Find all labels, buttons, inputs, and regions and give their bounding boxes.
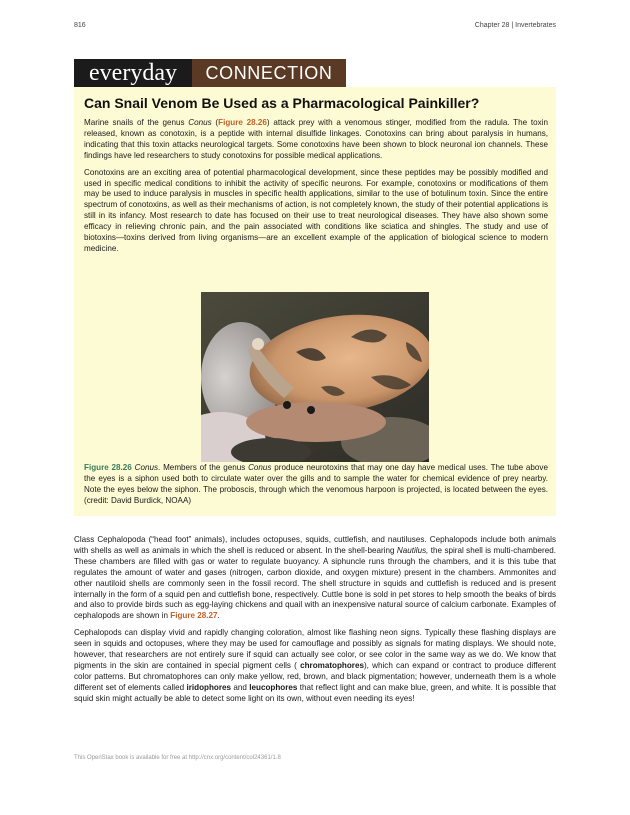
term-iridophores: iridophores bbox=[186, 682, 232, 692]
text-run: that reflect light and can make blue, green, and white. It is possible that squid skin might actually be able to detect some light on its own, without even needing its eyes! bbox=[74, 682, 556, 703]
term-chromatophores: chromatophores bbox=[300, 660, 364, 670]
snail-illustration bbox=[201, 292, 429, 462]
figure-caption bbox=[84, 463, 548, 507]
text-run: Marine snails of the genus bbox=[84, 118, 189, 127]
text-run: and bbox=[231, 682, 250, 692]
feature-paragraph-1 bbox=[84, 118, 548, 162]
main-text bbox=[74, 535, 556, 711]
main-paragraph-1 bbox=[74, 535, 556, 622]
chapter-title: Chapter 28 | Invertebrates bbox=[474, 22, 556, 29]
text-run: the spiral shell is multi-chambered. These chambers are filled with gas or water to regulate buoyancy. A siphuncle runs through the chambers, and it is this tube that regulates the amount of water and gases (nitrogen, carbon dioxide, and oxygen mixture) present in the chambers. Ammonites and other nautiloid shells are commonly seen in the fossil record. The shell structure in squids and cuttlefish is reduced and is present internally in the form of a squid pen and cuttlefish bone, respectively. Cuttle bone is sold in pet stores to help smooth the beaks of birds and also to provide birds such as egg-laying chickens and quail with an inexpensive natural source of calcium carbonate. Examples of cephalopods are shown in bbox=[74, 545, 556, 621]
figure-label: Figure 28.26 bbox=[84, 463, 132, 472]
page-number: 816 bbox=[74, 22, 86, 29]
page-header bbox=[74, 22, 556, 34]
everyday-connection-banner bbox=[74, 59, 346, 87]
main-paragraph-2 bbox=[74, 628, 556, 704]
text-run: Class Cephalopoda (“head foot” animals), includes octopuses, squids, cuttlefish, and nautiluses. Cephalopods include both animals with shells as well as animals in which the shell is reduced or absent. In the shell-bearing bbox=[74, 535, 556, 555]
text-run: . Members of the genus bbox=[158, 463, 249, 472]
feature-body bbox=[84, 118, 548, 261]
banner-everyday: everyday bbox=[74, 59, 192, 87]
conus-snail-photo bbox=[201, 292, 429, 462]
feature-box bbox=[74, 87, 556, 516]
genus-name: Conus bbox=[248, 463, 272, 472]
genus-name: Conus bbox=[188, 118, 212, 127]
page-footer: This OpenStax book is available for free at http://cnx.org/content/col24361/1.8 bbox=[74, 755, 281, 761]
text-run: . bbox=[217, 611, 220, 621]
figure-link-28-27[interactable]: Figure 28.27 bbox=[170, 611, 218, 621]
genus-name: Conus bbox=[134, 463, 159, 472]
text-run: produce neurotoxins that may one day have medical uses. The tube above the eyes is a siphon used both to circulate water over the gills and to sample the water for chemical evidence of prey nearby. Note the eyes below the siphon. The proboscis, through which the venomous harpoon is projected, is located between the eyes. (credit: David Burdick, NOAA) bbox=[84, 463, 548, 505]
text-run: ( bbox=[211, 118, 219, 127]
text-run: ), which can expand or contract to produce different color patterns. But chromatophores can only make yellow, red, brown, and black pigmentation; however, underneath them is a whole different set of elements called bbox=[74, 660, 556, 692]
banner-connection: CONNECTION bbox=[192, 59, 346, 87]
nautilus-name: Nautilus, bbox=[396, 545, 429, 555]
feature-title: Can Snail Venom Be Used as a Pharmacological Painkiller? bbox=[84, 95, 480, 111]
feature-paragraph-2: Conotoxins are an exciting area of potential pharmacological development, since these peptides may be possibly modified and used in specific medical conditions to inhibit the activity of specific neurons. For example, conotoxins or modifications of them may be used to induce paralysis in muscles in specific health applications, similar to the use of botulinum toxin. Since the entire spectrum of conotoxins, as well as their mechanisms of action, is not completely known, the study of their potential applications is still in its infancy. Most research to date has focused on their use to treat neurological diseases. They have also shown some efficacy in relieving chronic pain, and the pain associated with conditions like sciatica and shingles. The study and use of biotoxins—toxins derived from living organisms—are an excellent example of the application of biological science to modern medicine. bbox=[84, 167, 548, 253]
text-run: Cephalopods can display vivid and rapidly changing coloration, almost like flashing neon signs. Typically these flashing displays are seen in squids and octopuses, where they may be used for camouflage and possibly as signals for mating displays. We should note, however, that researchers are not entirely sure if squid can actually see color, or see color in the same way as we do. We know that pigments in the skin are contained in special pigment cells ( bbox=[74, 628, 556, 670]
term-leucophores: leucophores bbox=[249, 682, 298, 692]
text-run: ) attack prey with a venomous stinger, modified from the radula. The toxin released, known as conotoxin, is a peptide with internal disulfide linkages. Conotoxins can bring about paralysis in humans, indicating that this toxin attacks neurological targets. Some conotoxins have been shown to block neuronal ion channels. These findings have led researchers to study conotoxins for possible medical applications. bbox=[84, 118, 548, 160]
figure-link-28-26[interactable]: Figure 28.26 bbox=[218, 118, 267, 127]
